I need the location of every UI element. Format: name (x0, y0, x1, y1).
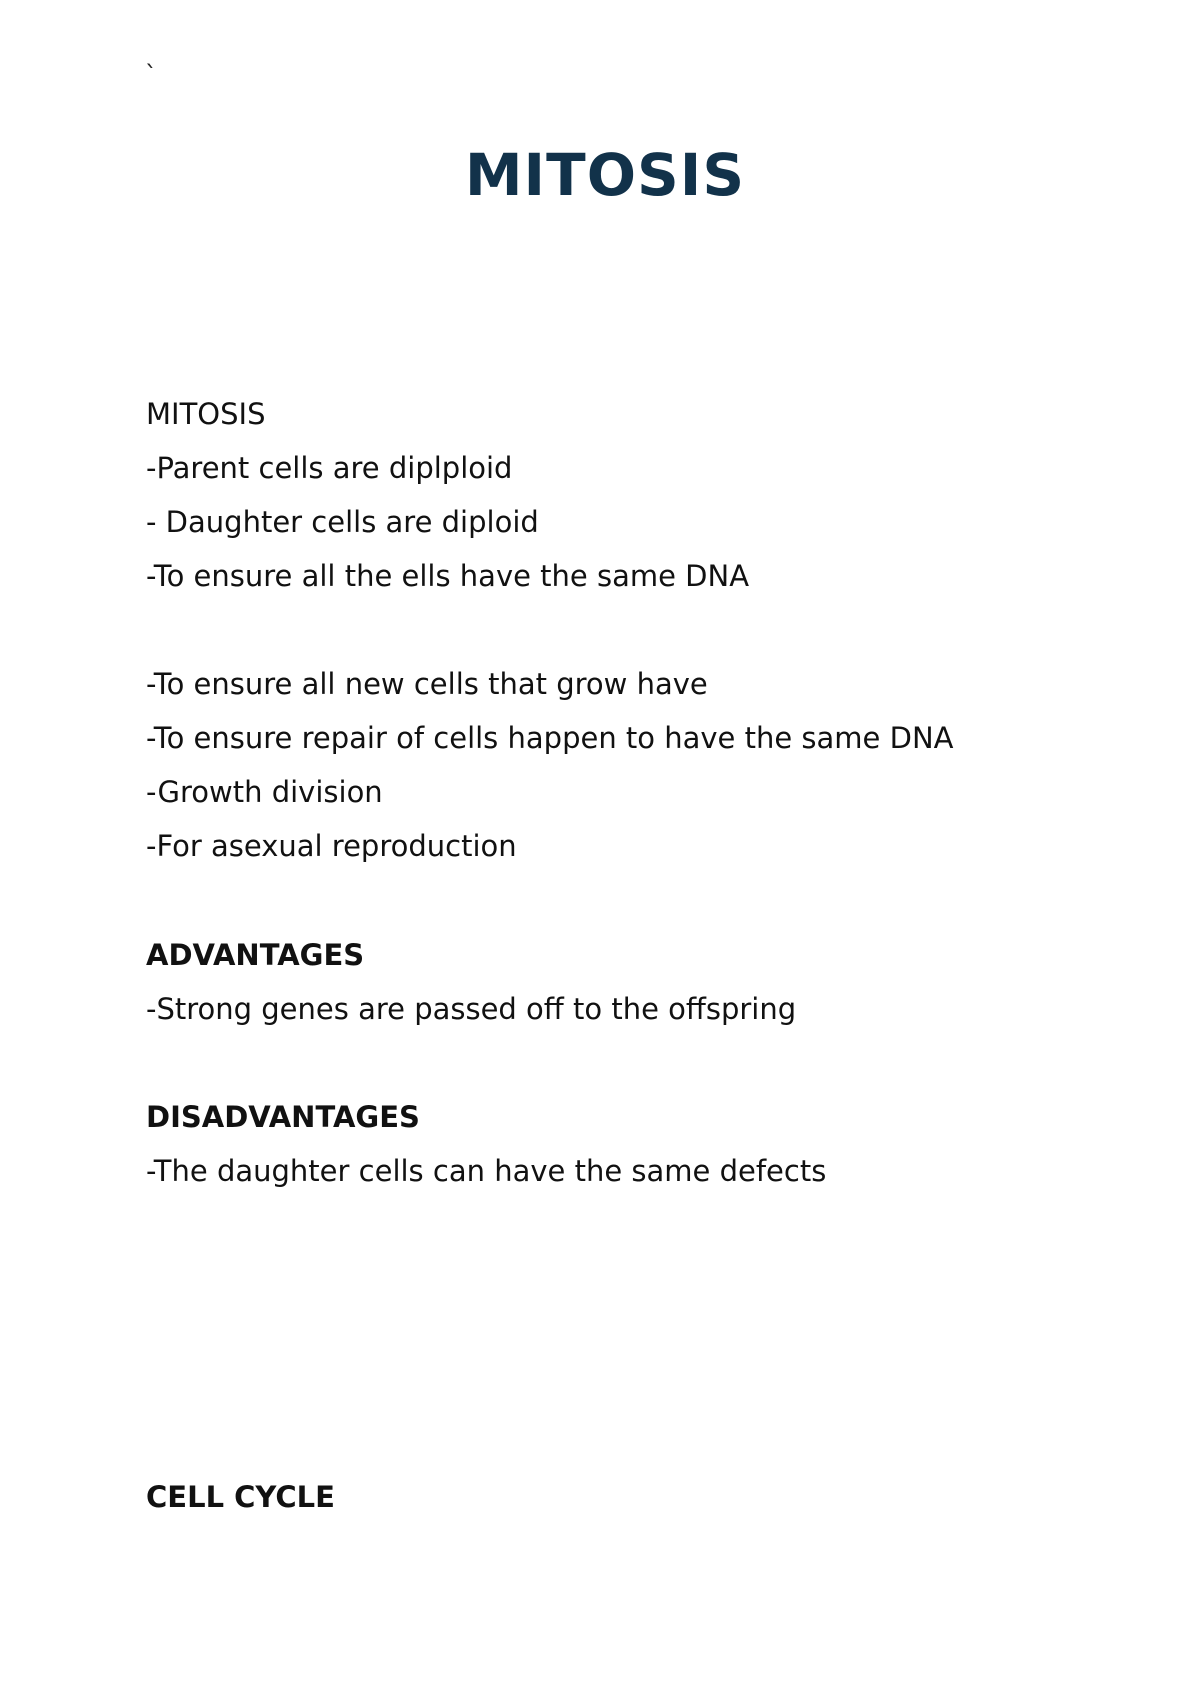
page-title: MITOSIS (464, 141, 746, 209)
intro-line-same-dna: -To ensure all the ells have the same DNA (146, 559, 750, 593)
intro-line-parent-cells: -Parent cells are diplploid (146, 451, 513, 485)
intro-line-daughter-cells: - Daughter cells are diploid (146, 505, 539, 539)
advantages-heading: ADVANTAGES (146, 938, 365, 972)
cell-cycle-heading: CELL CYCLE (146, 1480, 335, 1514)
purpose-line-asexual-reproduction: -For asexual reproduction (146, 829, 517, 863)
disadvantages-heading: DISADVANTAGES (146, 1100, 420, 1134)
stray-mark: ` (145, 61, 157, 89)
purpose-line-repair: -To ensure repair of cells happen to have the same DNA (146, 721, 954, 755)
advantages-line: -Strong genes are passed off to the offspring (146, 992, 797, 1026)
intro-heading: MITOSIS (146, 397, 266, 431)
purpose-line-growth-division: -Growth division (146, 775, 383, 809)
purpose-line-growth: -To ensure all new cells that grow have (146, 667, 708, 701)
disadvantages-line: -The daughter cells can have the same defects (146, 1154, 827, 1188)
